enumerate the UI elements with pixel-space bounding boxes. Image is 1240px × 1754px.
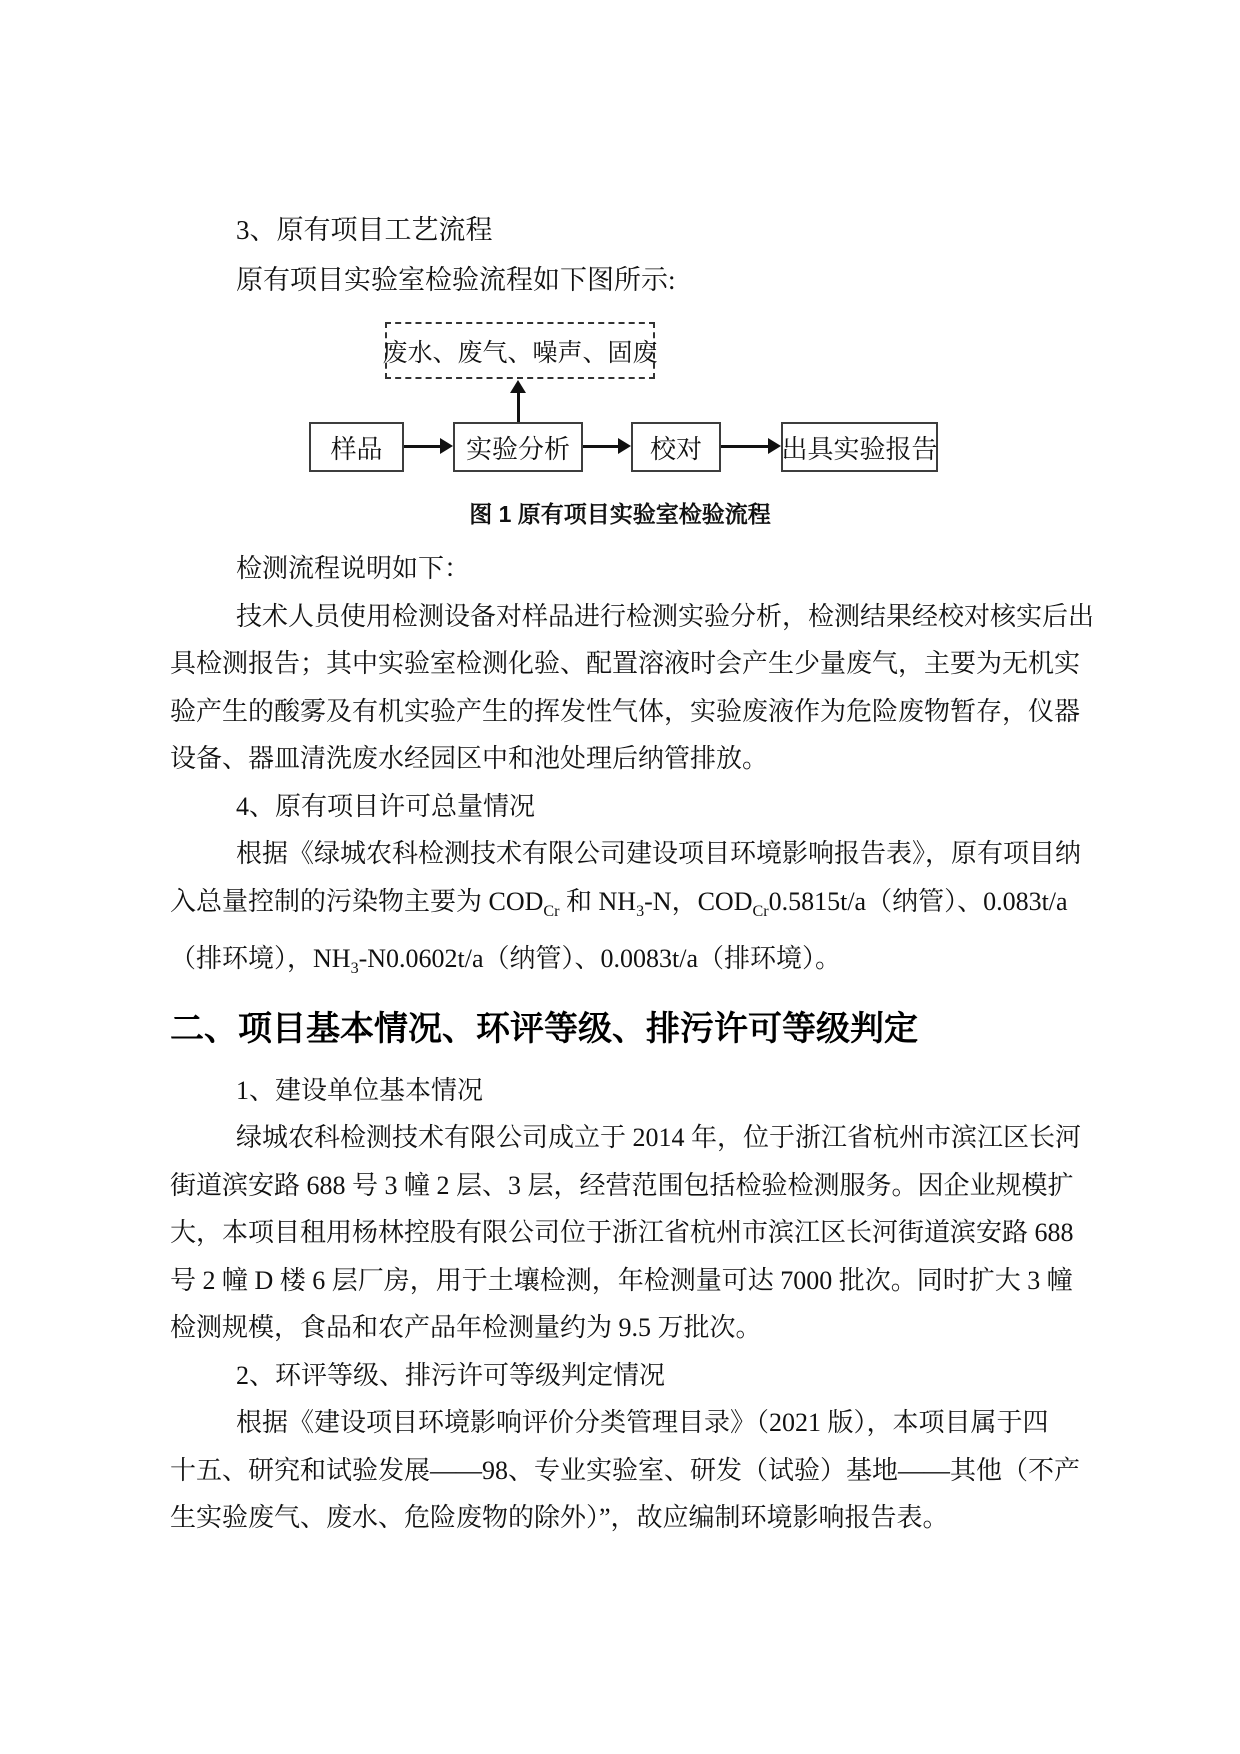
flow-desc-intro: 检测流程说明如下： [236, 554, 471, 583]
section4-heading: 4、原有项目许可总量情况 [236, 791, 536, 821]
paragraph-line: 绿城农科检测技术有限公司成立于 2014 年，位于浙江省杭州市滨江区长河 [236, 1123, 1082, 1153]
section3-heading: 3、原有项目工艺流程 [236, 215, 493, 245]
paragraph-line: 检测规模，食品和农产品年检测量约为 9.5 万批次。 [170, 1313, 762, 1343]
section2-title: 二、项目基本情况、环评等级、排污许可等级判定 [170, 1009, 918, 1048]
flow-step-sample: 样品 [309, 422, 404, 472]
paragraph-line: 具检测报告；其中实验室检测化验、配置溶液时会产生少量废气，主要为无机实 [170, 649, 1081, 678]
paragraph-line-cod: 入总量控制的污染物主要为 $COD_{Cr}$ 和 $NH_3-N$，$COD_{Cr}0.5815t/a$（纳管）、0.083t/a [170, 886, 1068, 920]
paragraph-line: 设备、器皿清洗废水经园区中和池处理后纳管排放。 [170, 744, 769, 773]
page-content [170, 0, 1095, 1542]
arrow-up-line [517, 392, 520, 423]
paragraph-line: 根据《绿城农科检测技术有限公司建设项目环境影响报告表》，原有项目纳 [236, 839, 1082, 868]
waste-output-box: 废水、废气、噪声、固废 [385, 322, 655, 379]
arrow-right-icon [583, 445, 631, 448]
paragraph-line: 街道滨安路 688 号 3 幢 2 层、3 层，经营范围包括检验检测服务。因企业规模扩 [170, 1170, 1074, 1200]
sub2-heading: 2、环评等级、排污许可等级判定情况 [236, 1360, 666, 1390]
section3-lead: 原有项目实验室检验流程如下图所示: [236, 265, 676, 295]
paragraph-line: 技术人员使用检测设备对样品进行检测实验分析，检测结果经校对核实后出 [236, 601, 1095, 631]
lab-process-flowchart [170, 322, 1070, 472]
flow-step-report: 出具实验报告 [781, 422, 938, 472]
sub1-heading: 1、建设单位基本情况 [236, 1075, 484, 1105]
paragraph-line: 生实验废气、废水、危险废物的除外）”，故应编制环境影响报告表。 [170, 1503, 949, 1533]
paragraph-line-nh3: （排环境），$NH_3-N0.0602t/a$（纳管）、0.0083t/a（排环境）。 [170, 944, 842, 978]
figure-caption: 图 1 原有项目实验室检验流程 [469, 501, 771, 527]
arrow-right-icon [404, 445, 453, 448]
paragraph-line: 验产生的酸雾及有机实验产生的挥发性气体，实验废液作为危险废物暂存，仪器 [170, 696, 1081, 726]
paragraph-line: 大，本项目租用杨林控股有限公司位于浙江省杭州市滨江区长河街道滨安路 688 [170, 1218, 1074, 1248]
flow-step-proofread: 校对 [631, 422, 721, 472]
paragraph-line: 号 2 幢 D 楼 6 层厂房，用于土壤检测，年检测量可达 7000 批次。同时扩大 3 幢 [170, 1265, 1073, 1295]
paragraph-line: 根据《建设项目环境影响评价分类管理目录》（2021 版），本项目属于四 [236, 1408, 1049, 1438]
top-margin [170, 0, 1070, 205]
flow-step-analysis: 实验分析 [453, 422, 583, 472]
section2-body [170, 1067, 1082, 1542]
arrow-right-icon [721, 445, 781, 448]
flow-description [170, 545, 1095, 993]
paragraph-line: 十五、研究和试验发展——98、专业实验室、研发（试验）基地——其他（不产 [170, 1455, 1081, 1485]
